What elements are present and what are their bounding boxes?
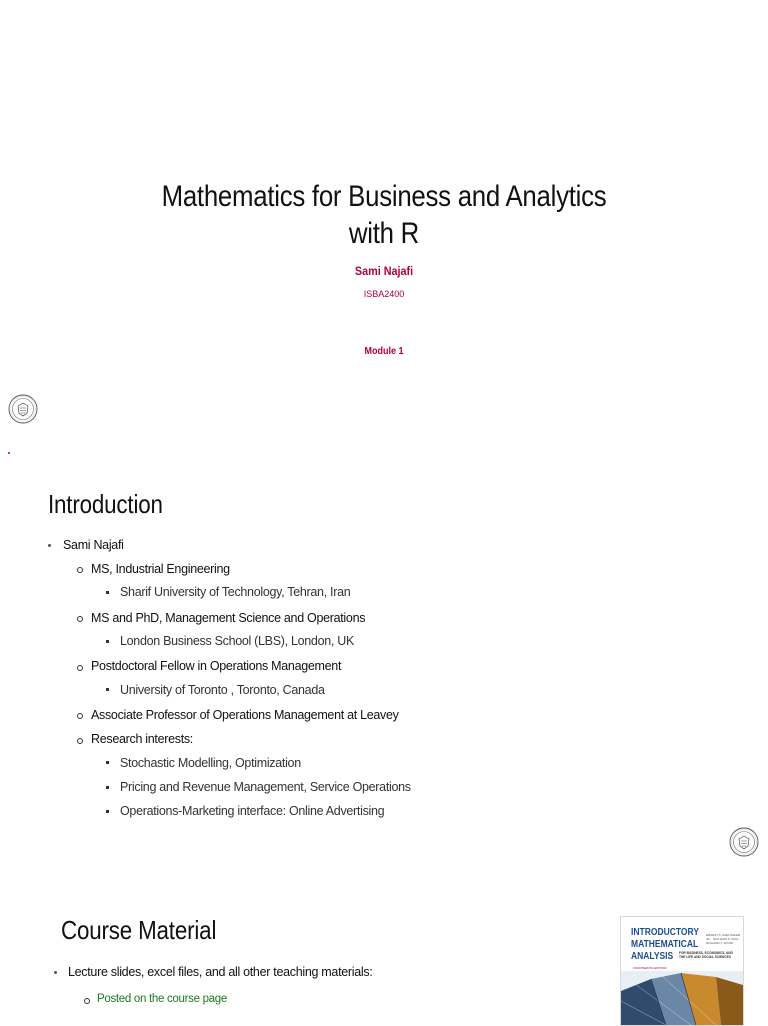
bullet-square-icon	[106, 591, 109, 594]
bullet-square-icon	[106, 810, 109, 813]
list-item: Sami Najafi	[63, 538, 124, 552]
list-item: Lecture slides, excel files, and all other teaching materials:	[68, 965, 373, 979]
list-item: University of Toronto , Toronto, Canada	[120, 683, 325, 697]
introduction-slide	[0, 470, 768, 870]
list-item: Associate Professor of Operations Management at Leavey	[91, 708, 399, 722]
list-item: Sharif University of Technology, Tehran, Iran	[120, 585, 351, 599]
bullet-square-icon	[106, 761, 109, 764]
book-subtitle: FOR BUSINESS, ECONOMICS, AND THE LIFE AND SOCIAL SCIENCES	[679, 951, 733, 959]
bullet-circle-icon	[84, 998, 90, 1004]
book-edition: FOURTEENTH EDITION	[633, 966, 667, 970]
bullet-circle-icon	[77, 665, 83, 671]
bullet-circle-icon	[77, 567, 83, 573]
course-code: ISBA2400	[363, 289, 405, 299]
list-item: London Business School (LBS), London, UK	[120, 634, 354, 648]
bullet-square-icon	[106, 786, 109, 789]
book-cover-art	[621, 971, 743, 1025]
bullet-square-icon	[106, 640, 109, 643]
main-title-line-1: Mathematics for Business and Analytics	[161, 180, 607, 213]
list-item: Pricing and Revenue Management, Service Operations	[120, 780, 411, 794]
bullet-circle-icon	[77, 738, 83, 744]
course-material-slide	[0, 880, 768, 1024]
bullet-circle-icon	[77, 713, 83, 719]
main-title-line-2: with R	[348, 217, 420, 250]
course-heading: Course Material	[61, 915, 217, 945]
bullet-dot-icon	[48, 544, 51, 547]
textbook-cover	[620, 916, 744, 1026]
red-dot-marker	[8, 452, 10, 454]
title-slide	[0, 0, 768, 460]
list-item: Postdoctoral Fellow in Operations Management	[91, 659, 342, 673]
author-name: Sami Najafi	[354, 264, 414, 278]
university-seal-icon	[729, 827, 759, 857]
main-title	[54, 178, 714, 252]
list-item: Stochastic Modelling, Optimization	[120, 756, 301, 770]
university-seal-icon	[8, 394, 38, 424]
list-item: Research interests:	[91, 732, 193, 746]
list-item: MS and PhD, Management Science and Operations	[91, 611, 366, 625]
intro-heading: Introduction	[48, 489, 163, 519]
list-item: Posted on the course page	[97, 993, 227, 1005]
book-title: INTRODUCTORY MATHEMATICAL ANALYSIS	[631, 927, 699, 962]
bullet-circle-icon	[77, 616, 83, 622]
bullet-dot-icon	[54, 971, 57, 974]
list-item: Operations-Marketing interface: Online Advertising	[120, 804, 385, 818]
bullet-square-icon	[106, 688, 109, 691]
list-item: MS, Industrial Engineering	[91, 562, 230, 576]
book-authors: ERNEST F. HAEUSSLER JR. · RICHARD S. PAUL · RICHARD J. WOOD	[706, 933, 741, 945]
module-label: Module 1	[364, 346, 404, 357]
